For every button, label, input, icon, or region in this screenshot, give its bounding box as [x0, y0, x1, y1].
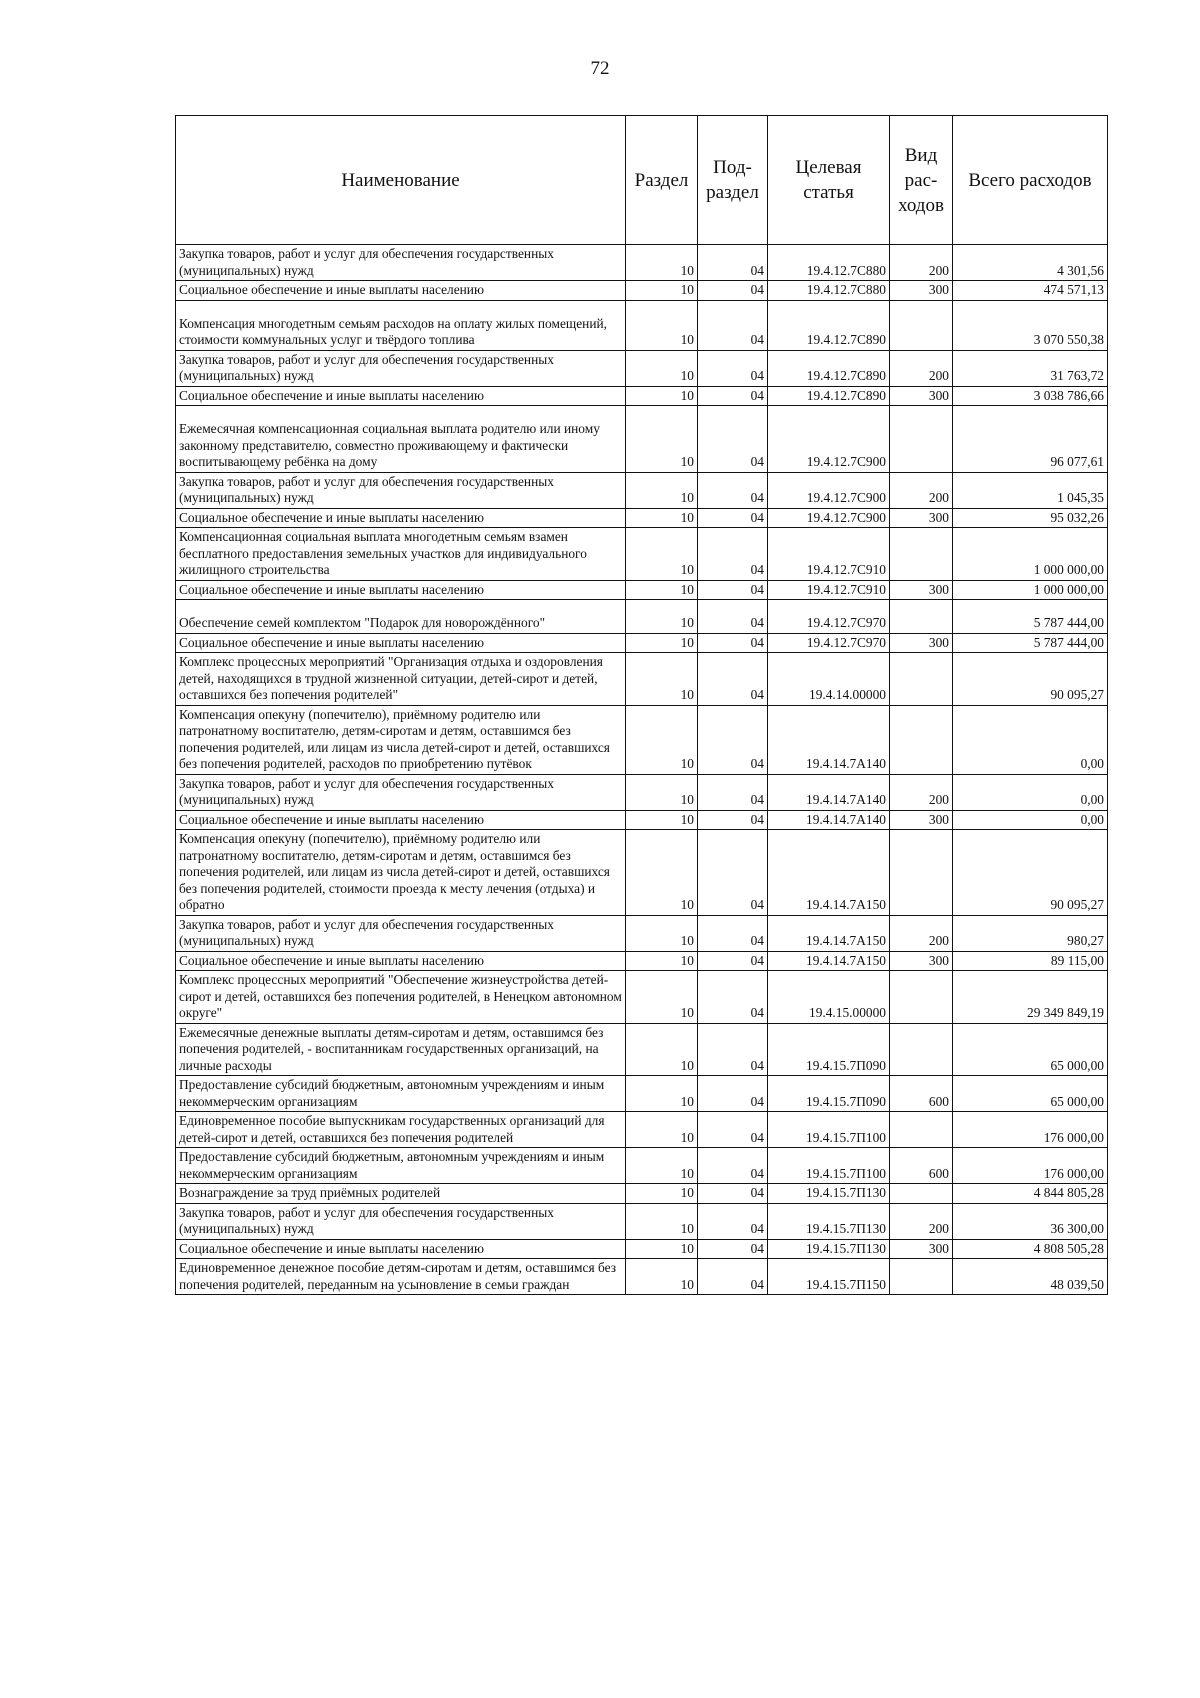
row-name: Компенсация опекуну (попечителю), приёмному родителю или патронатному воспитателю, детям-сиротам и детям, оставшимся без попечения родителей, или лицам из числа детей-сирот и детей, оставшихся без попечения родителей, стоимости проезда к месту лечения (отдыха) и обратно [176, 830, 626, 916]
table-row [176, 1023, 1108, 1076]
row-target-code: 19.4.12.7С890 [768, 300, 890, 350]
row-subsection: 04 [698, 705, 768, 774]
row-target-code: 19.4.12.7С880 [768, 281, 890, 301]
page-number: 72 [590, 58, 610, 79]
table-row [176, 350, 1108, 386]
row-subsection: 04 [698, 508, 768, 528]
row-expense-kind: 300 [890, 281, 953, 301]
row-expense-kind: 300 [890, 951, 953, 971]
row-expense-kind [890, 705, 953, 774]
row-section: 10 [626, 528, 698, 581]
row-section: 10 [626, 705, 698, 774]
row-expense-kind [890, 300, 953, 350]
row-name: Ежемесячная компенсационная социальная выплата родителю или иному законному представителю, совместно проживающему и фактически воспитывающему ребёнка на дому [176, 406, 626, 473]
table-row [176, 830, 1108, 916]
row-name: Обеспечение семей комплектом "Подарок для новорождённого" [176, 600, 626, 634]
col-header-section: Раздел [626, 116, 698, 245]
row-total: 176 000,00 [953, 1148, 1108, 1184]
row-subsection: 04 [698, 633, 768, 653]
row-subsection: 04 [698, 600, 768, 634]
row-section: 10 [626, 1184, 698, 1204]
row-expense-kind [890, 1023, 953, 1076]
table-row [176, 971, 1108, 1024]
row-section: 10 [626, 633, 698, 653]
row-expense-kind: 300 [890, 508, 953, 528]
row-section: 10 [626, 951, 698, 971]
row-expense-kind [890, 1184, 953, 1204]
row-section: 10 [626, 1239, 698, 1259]
row-target-code: 19.4.15.00000 [768, 971, 890, 1024]
table-header-row [176, 116, 1108, 245]
row-name: Предоставление субсидий бюджетным, автономным учреждениям и иным некоммерческим организациям [176, 1148, 626, 1184]
row-section: 10 [626, 472, 698, 508]
row-name: Комплекс процессных мероприятий "Организация отдыха и оздоровления детей, находящихся в трудной жизненной ситуации, детей-сирот и детей, оставшихся без попечения родителей" [176, 653, 626, 706]
table-row [176, 508, 1108, 528]
table-row [176, 528, 1108, 581]
row-name: Социальное обеспечение и иные выплаты населению [176, 386, 626, 406]
row-total: 90 095,27 [953, 653, 1108, 706]
row-name: Социальное обеспечение и иные выплаты населению [176, 633, 626, 653]
table-row [176, 653, 1108, 706]
row-target-code: 19.4.15.7П090 [768, 1076, 890, 1112]
row-total: 5 787 444,00 [953, 633, 1108, 653]
row-subsection: 04 [698, 653, 768, 706]
row-expense-kind: 600 [890, 1076, 953, 1112]
table-row [176, 951, 1108, 971]
row-expense-kind [890, 971, 953, 1024]
row-name: Закупка товаров, работ и услуг для обеспечения государственных (муниципальных) нужд [176, 774, 626, 810]
row-total: 90 095,27 [953, 830, 1108, 916]
col-header-subsection-text: Под- раздел [706, 157, 759, 203]
table-row [176, 1148, 1108, 1184]
table-row [176, 245, 1108, 281]
row-name: Закупка товаров, работ и услуг для обеспечения государственных (муниципальных) нужд [176, 350, 626, 386]
row-name: Компенсационная социальная выплата многодетным семьям взамен бесплатного предоставления земельных участков для индивидуального жилищного строительства [176, 528, 626, 581]
row-subsection: 04 [698, 472, 768, 508]
row-section: 10 [626, 1259, 698, 1295]
row-name: Закупка товаров, работ и услуг для обеспечения государственных (муниципальных) нужд [176, 915, 626, 951]
row-target-code: 19.4.12.7С970 [768, 600, 890, 634]
row-total: 65 000,00 [953, 1023, 1108, 1076]
row-target-code: 19.4.12.7С880 [768, 245, 890, 281]
row-section: 10 [626, 600, 698, 634]
row-expense-kind: 200 [890, 350, 953, 386]
table-row [176, 386, 1108, 406]
row-target-code: 19.4.12.7С890 [768, 350, 890, 386]
row-total: 0,00 [953, 705, 1108, 774]
row-total: 89 115,00 [953, 951, 1108, 971]
table-row [176, 774, 1108, 810]
row-target-code: 19.4.12.7С900 [768, 472, 890, 508]
table-row [176, 633, 1108, 653]
row-expense-kind: 200 [890, 774, 953, 810]
row-subsection: 04 [698, 1148, 768, 1184]
row-target-code: 19.4.14.7А140 [768, 810, 890, 830]
row-subsection: 04 [698, 971, 768, 1024]
row-total: 4 301,56 [953, 245, 1108, 281]
row-subsection: 04 [698, 1023, 768, 1076]
row-total: 65 000,00 [953, 1076, 1108, 1112]
row-total: 3 038 786,66 [953, 386, 1108, 406]
row-target-code: 19.4.12.7С910 [768, 528, 890, 581]
row-total: 5 787 444,00 [953, 600, 1108, 634]
row-target-code: 19.4.15.7П100 [768, 1148, 890, 1184]
row-expense-kind [890, 830, 953, 916]
row-target-code: 19.4.14.7А140 [768, 705, 890, 774]
row-subsection: 04 [698, 406, 768, 473]
row-name: Закупка товаров, работ и услуг для обеспечения государственных (муниципальных) нужд [176, 245, 626, 281]
row-subsection: 04 [698, 528, 768, 581]
row-subsection: 04 [698, 300, 768, 350]
table-row [176, 580, 1108, 600]
row-total: 0,00 [953, 774, 1108, 810]
row-subsection: 04 [698, 1076, 768, 1112]
row-name: Социальное обеспечение и иные выплаты населению [176, 580, 626, 600]
row-expense-kind: 200 [890, 472, 953, 508]
row-name: Социальное обеспечение и иные выплаты населению [176, 810, 626, 830]
row-total: 980,27 [953, 915, 1108, 951]
row-section: 10 [626, 1023, 698, 1076]
row-name: Социальное обеспечение и иные выплаты населению [176, 1239, 626, 1259]
row-total: 31 763,72 [953, 350, 1108, 386]
row-target-code: 19.4.12.7С910 [768, 580, 890, 600]
col-header-name: Наименование [176, 116, 626, 245]
row-target-code: 19.4.12.7С900 [768, 406, 890, 473]
row-target-code: 19.4.14.7А150 [768, 915, 890, 951]
row-subsection: 04 [698, 281, 768, 301]
row-target-code: 19.4.14.00000 [768, 653, 890, 706]
row-section: 10 [626, 386, 698, 406]
row-name: Закупка товаров, работ и услуг для обеспечения государственных (муниципальных) нужд [176, 472, 626, 508]
row-subsection: 04 [698, 830, 768, 916]
table-body [176, 245, 1108, 1295]
row-target-code: 19.4.15.7П130 [768, 1184, 890, 1204]
row-name: Закупка товаров, работ и услуг для обеспечения государственных (муниципальных) нужд [176, 1203, 626, 1239]
row-section: 10 [626, 580, 698, 600]
row-expense-kind: 200 [890, 915, 953, 951]
table-row [176, 406, 1108, 473]
table-row [176, 810, 1108, 830]
row-section: 10 [626, 300, 698, 350]
row-total: 1 000 000,00 [953, 528, 1108, 581]
row-subsection: 04 [698, 915, 768, 951]
row-subsection: 04 [698, 1203, 768, 1239]
row-section: 10 [626, 406, 698, 473]
row-expense-kind: 300 [890, 386, 953, 406]
row-expense-kind: 600 [890, 1148, 953, 1184]
row-total: 1 045,35 [953, 472, 1108, 508]
row-target-code: 19.4.12.7С970 [768, 633, 890, 653]
row-name: Единовременное пособие выпускникам государственных организаций для детей-сирот и детей, оставшихся без попечения родителей [176, 1112, 626, 1148]
row-subsection: 04 [698, 1259, 768, 1295]
row-total: 96 077,61 [953, 406, 1108, 473]
row-target-code: 19.4.12.7С890 [768, 386, 890, 406]
row-target-code: 19.4.12.7С900 [768, 508, 890, 528]
row-total: 95 032,26 [953, 508, 1108, 528]
row-name: Предоставление субсидий бюджетным, автономным учреждениям и иным некоммерческим организациям [176, 1076, 626, 1112]
col-header-target [768, 116, 890, 245]
col-header-kind-text: Вид рас- ходов [898, 144, 944, 216]
row-name: Социальное обеспечение и иные выплаты населению [176, 281, 626, 301]
row-total: 0,00 [953, 810, 1108, 830]
table-row [176, 1184, 1108, 1204]
row-total: 176 000,00 [953, 1112, 1108, 1148]
row-section: 10 [626, 1076, 698, 1112]
row-total: 29 349 849,19 [953, 971, 1108, 1024]
row-name: Социальное обеспечение и иные выплаты населению [176, 508, 626, 528]
row-expense-kind: 300 [890, 580, 953, 600]
table-row [176, 281, 1108, 301]
table-row [176, 705, 1108, 774]
row-subsection: 04 [698, 350, 768, 386]
col-header-target-text: Целевая статья [795, 157, 862, 203]
row-section: 10 [626, 1112, 698, 1148]
row-name: Комплекс процессных мероприятий "Обеспечение жизнеустройства детей-сирот и детей, оставшихся без попечения родителей, в Ненецком автономном округе" [176, 971, 626, 1024]
row-section: 10 [626, 281, 698, 301]
row-total: 1 000 000,00 [953, 580, 1108, 600]
row-name: Социальное обеспечение и иные выплаты населению [176, 951, 626, 971]
row-target-code: 19.4.15.7П130 [768, 1203, 890, 1239]
row-name: Вознаграждение за труд приёмных родителей [176, 1184, 626, 1204]
table-row [176, 1259, 1108, 1295]
row-section: 10 [626, 1148, 698, 1184]
row-name: Компенсация опекуну (попечителю), приёмному родителю или патронатному воспитателю, детям-сиротам и детям, оставшимся без попечения родителей, или лицам из числа детей-сирот и детей, оставшихся без попечения родителей, расходов по приобретению путёвок [176, 705, 626, 774]
row-expense-kind [890, 1112, 953, 1148]
row-expense-kind [890, 600, 953, 634]
row-expense-kind: 200 [890, 245, 953, 281]
row-total: 4 808 505,28 [953, 1239, 1108, 1259]
row-target-code: 19.4.15.7П150 [768, 1259, 890, 1295]
row-expense-kind: 200 [890, 1203, 953, 1239]
row-target-code: 19.4.15.7П100 [768, 1112, 890, 1148]
row-subsection: 04 [698, 580, 768, 600]
row-total: 36 300,00 [953, 1203, 1108, 1239]
row-expense-kind: 300 [890, 633, 953, 653]
row-total: 474 571,13 [953, 281, 1108, 301]
row-target-code: 19.4.15.7П130 [768, 1239, 890, 1259]
col-header-subsection [698, 116, 768, 245]
row-section: 10 [626, 830, 698, 916]
table-row [176, 1112, 1108, 1148]
row-target-code: 19.4.14.7А150 [768, 830, 890, 916]
row-subsection: 04 [698, 245, 768, 281]
row-subsection: 04 [698, 1184, 768, 1204]
row-target-code: 19.4.14.7А140 [768, 774, 890, 810]
row-section: 10 [626, 971, 698, 1024]
row-expense-kind [890, 406, 953, 473]
row-section: 10 [626, 350, 698, 386]
row-subsection: 04 [698, 1239, 768, 1259]
row-target-code: 19.4.14.7А150 [768, 951, 890, 971]
row-section: 10 [626, 508, 698, 528]
row-name: Компенсация многодетным семьям расходов на оплату жилых помещений, стоимости коммунальных услуг и твёрдого топлива [176, 300, 626, 350]
row-total: 48 039,50 [953, 1259, 1108, 1295]
row-section: 10 [626, 774, 698, 810]
col-header-kind [890, 116, 953, 245]
table-row [176, 472, 1108, 508]
row-section: 10 [626, 810, 698, 830]
row-section: 10 [626, 915, 698, 951]
row-section: 10 [626, 653, 698, 706]
col-header-total: Всего расходов [953, 116, 1108, 245]
row-subsection: 04 [698, 810, 768, 830]
row-expense-kind [890, 528, 953, 581]
table-row [176, 600, 1108, 634]
row-expense-kind: 300 [890, 1239, 953, 1259]
row-subsection: 04 [698, 1112, 768, 1148]
row-name: Ежемесячные денежные выплаты детям-сиротам и детям, оставшимся без попечения родителей, - воспитанникам государственных организаций, на личные расходы [176, 1023, 626, 1076]
row-total: 4 844 805,28 [953, 1184, 1108, 1204]
row-section: 10 [626, 1203, 698, 1239]
row-total: 3 070 550,38 [953, 300, 1108, 350]
row-target-code: 19.4.15.7П090 [768, 1023, 890, 1076]
row-expense-kind [890, 653, 953, 706]
row-name: Единовременное денежное пособие детям-сиротам и детям, оставшимся без попечения родителей, переданным на усыновление в семьи граждан [176, 1259, 626, 1295]
table-row [176, 915, 1108, 951]
row-expense-kind [890, 1259, 953, 1295]
table-row [176, 1076, 1108, 1112]
budget-table [175, 115, 1108, 1295]
table-row [176, 1239, 1108, 1259]
table-row [176, 1203, 1108, 1239]
row-expense-kind: 300 [890, 810, 953, 830]
table-row [176, 300, 1108, 350]
row-subsection: 04 [698, 386, 768, 406]
row-section: 10 [626, 245, 698, 281]
row-subsection: 04 [698, 951, 768, 971]
row-subsection: 04 [698, 774, 768, 810]
